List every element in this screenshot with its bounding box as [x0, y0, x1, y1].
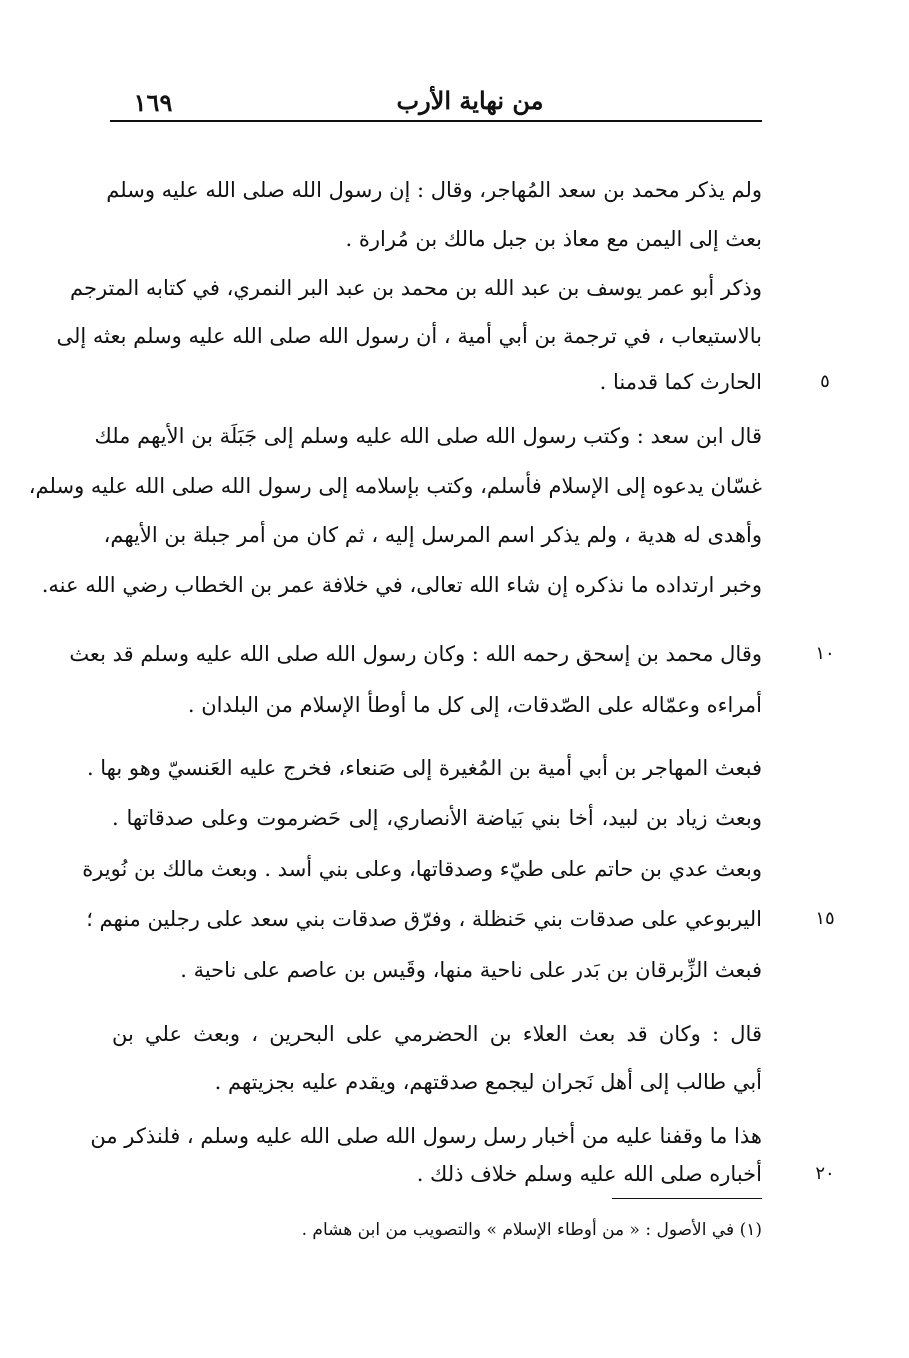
text-line: وقال محمد بن إسحق رحمه الله : وكان رسول الله صلى الله عليه وسلم قد بعث	[69, 642, 762, 666]
text-line: قال : وكان قد بعث العلاء بن الحضرمي على البحرين ، وبعث علي بن	[112, 1022, 762, 1046]
text-line: فبعث المهاجر بن أبي أمية بن المُغيرة إلى صَنعاء، فخرج عليه العَنسيّ وهو بها .	[86, 756, 762, 780]
text-line: أبي طالب إلى أهل نَجران ليجمع صدقتهم، ويقدم عليه بجزيتهم .	[214, 1070, 762, 1094]
text-line: وذكر أبو عمر يوسف بن عبد الله بن محمد بن عبد البر النمري، في كتابه المترجم	[69, 276, 762, 300]
text-line: فبعث الزِّبرقان بن بَدر على ناحية منها، وقَيس بن عاصم على ناحية .	[180, 958, 762, 982]
text-line: اليربوعي على صدقات بني حَنظلة ، وفرّق صدقات بني سعد على رجلين منهم ؛	[86, 907, 762, 931]
text-line: وبعث زياد بن لبيد، أخا بني بَياضة الأنصاري، إلى حَضرموت وعلى صدقاتها .	[112, 806, 762, 830]
text-line: وأهدى له هدية ، ولم يذكر اسم المرسل إليه ، ثم كان من أمر جبلة بن الأيهم،	[103, 523, 762, 547]
text-line: أخباره صلى الله عليه وسلم خلاف ذلك .	[416, 1162, 762, 1186]
text-line: الحارث كما قدمنا .	[599, 370, 762, 394]
text-line: بعث إلى اليمن مع معاذ بن جبل مالك بن مُرارة .	[345, 227, 762, 251]
line-number: ٥	[820, 371, 830, 392]
text-line: وبعث عدي بن حاتم على طيّء وصدقاتها، وعلى بني أسد . وبعث مالك بن نُويرة	[82, 857, 762, 881]
text-line: قال ابن سعد : وكتب رسول الله صلى الله عليه وسلم إلى جَبَلَة بن الأيهم ملك	[94, 424, 762, 448]
text-line: بالاستيعاب ، في ترجمة بن أبي أمية ، أن رسول الله صلى الله عليه وسلم بعثه إلى	[56, 324, 762, 348]
header-rule	[110, 120, 762, 122]
footnote-rule	[612, 1198, 762, 1199]
page-number: ١٦٩	[133, 88, 173, 117]
text-line: وخبر ارتداده ما نذكره إن شاء الله تعالى، في خلافة عمر بن الخطاب رضي الله عنه.	[41, 573, 762, 597]
text-line: ولم يذكر محمد بن سعد المُهاجر، وقال : إن رسول الله صلى الله عليه وسلم	[106, 178, 762, 202]
line-number: ١٥	[815, 908, 835, 929]
line-number: ٢٠	[815, 1163, 835, 1184]
text-line: هذا ما وقفنا عليه من أخبار رسل رسول الله صلى الله عليه وسلم ، فلنذكر من	[90, 1124, 762, 1148]
text-line: أمراءه وعمّاله على الصّدقات، إلى كل ما أوطأ الإسلام من البلدان .	[187, 693, 762, 717]
running-header-title: من نهاية الأرب	[396, 86, 544, 115]
text-line: غسّان يدعوه إلى الإسلام فأسلم، وكتب بإسلامه إلى رسول الله صلى الله عليه وسلم،	[28, 474, 762, 498]
line-number: ١٠	[815, 643, 835, 664]
footnote: (١) في الأصول : « من أوطاء الإسلام » والتصويب من ابن هشام .	[301, 1220, 762, 1240]
